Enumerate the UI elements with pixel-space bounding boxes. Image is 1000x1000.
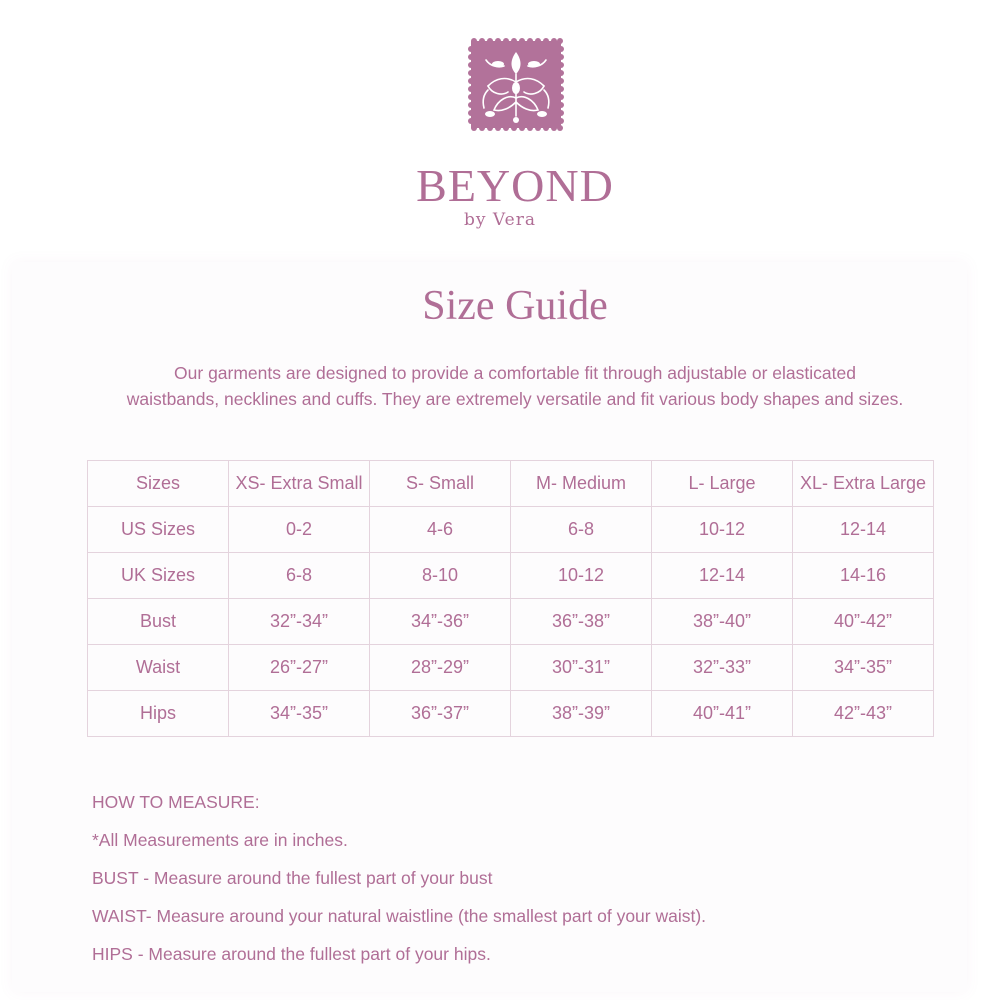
intro-line-1: Our garments are designed to provide a comfortable fit through adjustable or elasticated: [174, 363, 856, 383]
table-cell: XS- Extra Small: [229, 461, 370, 507]
table-cell: 42”-43”: [793, 691, 934, 737]
how-to-measure-heading: HOW TO MEASURE:: [92, 792, 260, 812]
table-cell: 10-12: [652, 507, 793, 553]
table-cell: 12-14: [793, 507, 934, 553]
table-row-hips: [88, 691, 934, 737]
table-cell: Waist: [88, 645, 229, 691]
table-cell: S- Small: [370, 461, 511, 507]
table-cell: 34”-36”: [370, 599, 511, 645]
table-cell: 10-12: [511, 553, 652, 599]
hips-instruction: HIPS - Measure around the fullest part of your hips.: [92, 944, 491, 964]
table-row-waist: [88, 645, 934, 691]
table-cell: L- Large: [652, 461, 793, 507]
brand-name: BEYOND: [416, 160, 614, 211]
table-cell: 28”-29”: [370, 645, 511, 691]
page-title: Size Guide: [422, 283, 608, 329]
table-cell: Hips: [88, 691, 229, 737]
table-cell: M- Medium: [511, 461, 652, 507]
table-cell: Bust: [88, 599, 229, 645]
table-cell: 6-8: [229, 553, 370, 599]
table-cell: 0-2: [229, 507, 370, 553]
table-cell: US Sizes: [88, 507, 229, 553]
table-cell: Sizes: [88, 461, 229, 507]
table-row-header: [88, 461, 934, 507]
table-cell: 34”-35”: [229, 691, 370, 737]
size-table: [87, 460, 934, 737]
table-row-us-sizes: [88, 507, 934, 553]
measurement-units-note: *All Measurements are in inches.: [92, 830, 348, 850]
table-cell: 36”-38”: [511, 599, 652, 645]
table-cell: UK Sizes: [88, 553, 229, 599]
table-cell: 4-6: [370, 507, 511, 553]
table-cell: 14-16: [793, 553, 934, 599]
table-cell: 30”-31”: [511, 645, 652, 691]
table-cell: 32”-33”: [652, 645, 793, 691]
table-cell: 38”-39”: [511, 691, 652, 737]
table-row-uk-sizes: [88, 553, 934, 599]
table-cell: 26”-27”: [229, 645, 370, 691]
table-cell: XL- Extra Large: [793, 461, 934, 507]
table-cell: 38”-40”: [652, 599, 793, 645]
how-to-measure-section: [92, 790, 952, 980]
floral-stamp-logo-icon: [468, 38, 564, 131]
table-cell: 40”-41”: [652, 691, 793, 737]
bust-instruction: BUST - Measure around the fullest part of your bust: [92, 868, 493, 888]
table-cell: 8-10: [370, 553, 511, 599]
table-cell: 6-8: [511, 507, 652, 553]
table-cell: 32”-34”: [229, 599, 370, 645]
table-cell: 12-14: [652, 553, 793, 599]
intro-line-2: waistbands, necklines and cuffs. They are extremely versatile and fit various body shapes and sizes.: [126, 389, 904, 409]
table-cell: 36”-37”: [370, 691, 511, 737]
table-row-bust: [88, 599, 934, 645]
table-cell: 40”-42”: [793, 599, 934, 645]
waist-instruction: WAIST- Measure around your natural waistline (the smallest part of your waist).: [92, 906, 707, 926]
brand-subtitle: by Vera: [464, 210, 536, 230]
intro-text: [40, 360, 990, 412]
table-cell: 34”-35”: [793, 645, 934, 691]
